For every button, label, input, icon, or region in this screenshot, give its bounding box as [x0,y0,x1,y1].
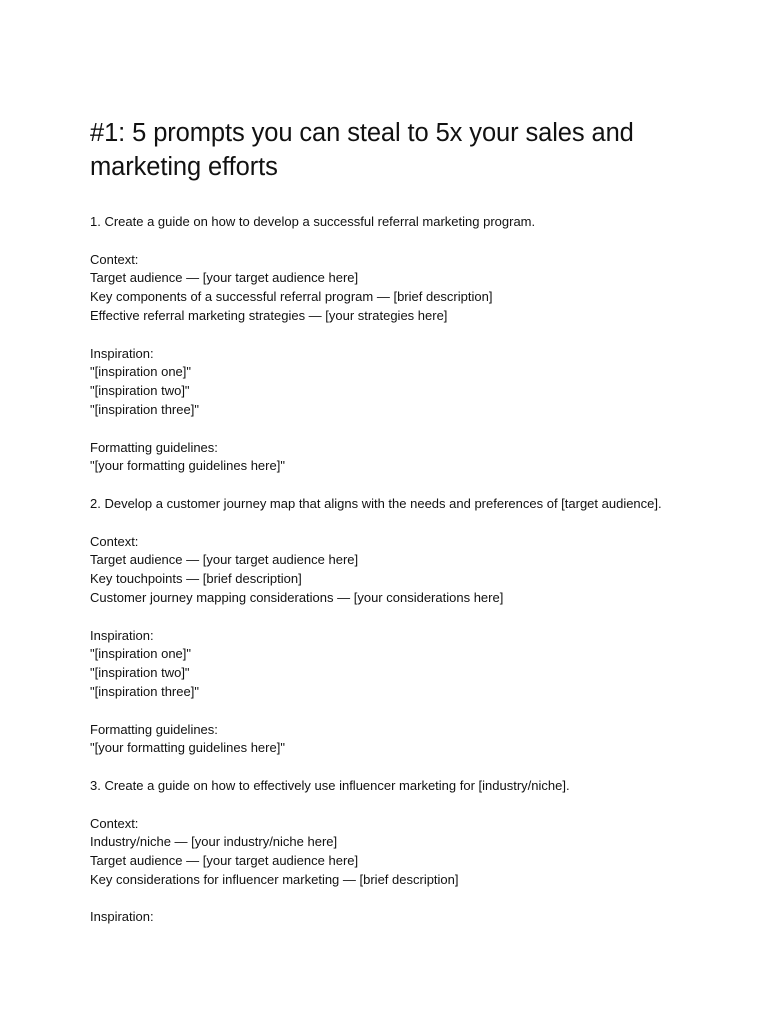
prompt-heading: 2. Develop a customer journey map that aligns with the needs and preferences of [target audience]. [90,495,662,511]
context-line: Key components of a successful referral program — [brief description] [90,289,493,305]
spacer [90,326,730,345]
prompt-heading: 3. Create a guide on how to effectively use influencer marketing for [industry/niche]. [90,777,570,793]
title-line-1: #1: 5 prompts you can steal to 5x your sales and [90,119,634,147]
spacer [90,758,730,777]
inspiration-label: Inspiration: [90,345,154,361]
spacer [90,476,730,495]
context-line: Effective referral marketing strategies — [your strategies here] [90,307,448,323]
formatting-label: Formatting guidelines: [90,721,218,737]
context-line: Target audience — [your target audience here] [90,552,359,568]
context-line: Target audience — [your target audience here] [90,853,359,869]
spacer [90,514,730,533]
inspiration-label: Inspiration: [90,627,154,643]
inspiration-label: Inspiration: [90,909,154,925]
context-line: Target audience — [your target audience here] [90,270,359,286]
inspiration-line: "[inspiration one]" [90,364,192,380]
context-label: Context: [90,533,139,549]
formatting-line: "[your formatting guidelines here]" [90,458,285,474]
context-line: Key considerations for influencer marketing — [brief description] [90,871,459,887]
inspiration-line: "[inspiration two]" [90,665,190,681]
inspiration-line: "[inspiration three]" [90,683,199,699]
context-label: Context: [90,251,139,267]
spacer [90,796,730,815]
inspiration-line: "[inspiration two]" [90,383,190,399]
page-title [90,116,730,184]
context-label: Context: [90,815,139,831]
spacer [90,420,730,439]
spacer [90,702,730,721]
prompt-section-3 [90,777,730,927]
document-page [90,116,730,927]
spacer [90,890,730,909]
title-line-2: marketing efforts [90,153,278,181]
spacer [90,608,730,627]
inspiration-line: "[inspiration one]" [90,646,192,662]
formatting-label: Formatting guidelines: [90,439,218,455]
inspiration-line: "[inspiration three]" [90,401,199,417]
formatting-line: "[your formatting guidelines here]" [90,740,285,756]
context-line: Key touchpoints — [brief description] [90,571,302,587]
context-line: Customer journey mapping considerations — [your considerations here] [90,589,504,605]
prompt-heading: 1. Create a guide on how to develop a successful referral marketing program. [90,214,536,229]
context-line: Industry/niche — [your industry/niche here] [90,834,338,850]
prompt-section-2 [90,495,730,777]
prompt-section-1 [90,213,730,495]
spacer [90,232,730,251]
